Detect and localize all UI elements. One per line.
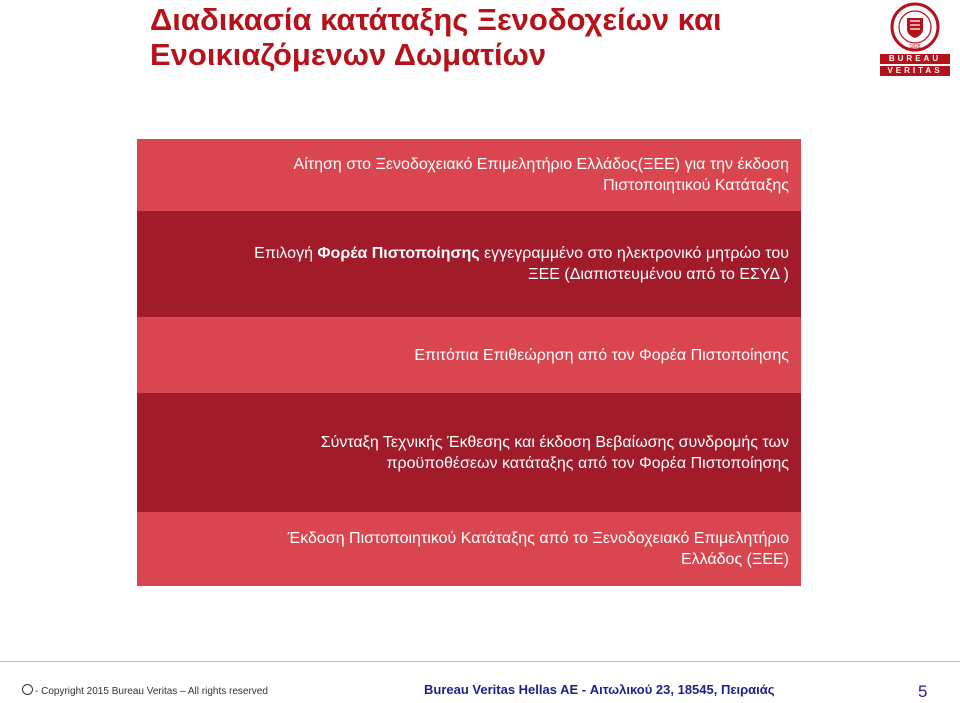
step-4-line-1: Σύνταξη Τεχνικής Έκθεσης και έκδοση Βεβαίωσης συνδρομής των [320, 433, 789, 451]
title-line-2: Ενοικιαζόμενων Δωματίων [150, 37, 547, 72]
footer-address: Bureau Veritas Hellas AE - Αιτωλικού 23, 18545, Πειραιάς [424, 682, 775, 697]
logo-bar-veritas: VERITAS [880, 66, 950, 76]
step-2-line-2: ΞΕΕ (Διαπιστευμένου από το ΕΣΥΔ ) [528, 266, 789, 283]
title-line-1: Διαδικασία κατάταξης Ξενοδοχείων και [150, 2, 722, 37]
step-2-bold: Φορέα Πιστοποίησης [317, 245, 480, 262]
slide-title [150, 2, 850, 72]
step-4-line-2: προϋποθέσεων κατάταξης από τον Φορέα Πιστοποίησης [386, 454, 789, 472]
step-onsite-inspection [137, 317, 801, 393]
step-1-line-2: Πιστοποιητικού Κατάταξης [603, 177, 789, 194]
step-2-line-1 [254, 243, 789, 264]
footer-divider [0, 661, 960, 662]
process-flow [137, 139, 801, 586]
step-2-suffix: εγγεγραμμένο στο ηλεκτρονικό μητρώο του [479, 245, 789, 262]
copyright-icon [22, 684, 33, 695]
seal-icon [880, 2, 950, 52]
page-number: 5 [918, 682, 928, 701]
step-5-line-1: Έκδοση Πιστοποιητικού Κατάταξης από το Ξενοδοχειακό Επιμελητήριο [287, 530, 789, 547]
step-5-line-2: Ελλάδος (ΞΕΕ) [680, 551, 789, 568]
copyright-text: - Copyright 2015 Bureau Veritas – All rights reserved [35, 686, 268, 697]
seal-year: 1828 [909, 44, 921, 50]
step-select-certifier [137, 211, 801, 317]
logo-bar-bureau: BUREAU [880, 54, 950, 64]
step-2-prefix: Επιλογή [254, 245, 318, 262]
step-3-line-1: Επιτόπια Επιθεώρηση από τον Φορέα Πιστοποίησης [414, 346, 789, 364]
step-technical-report [137, 393, 801, 512]
bureau-veritas-logo [880, 2, 950, 78]
step-issue-certificate [137, 512, 801, 586]
step-1-line-1: Αίτηση στο Ξενοδοχειακό Επιμελητήριο Ελλάδος(ΞΕΕ) για την έκδοση [293, 156, 789, 173]
step-application [137, 139, 801, 211]
footer-copyright [22, 684, 268, 697]
